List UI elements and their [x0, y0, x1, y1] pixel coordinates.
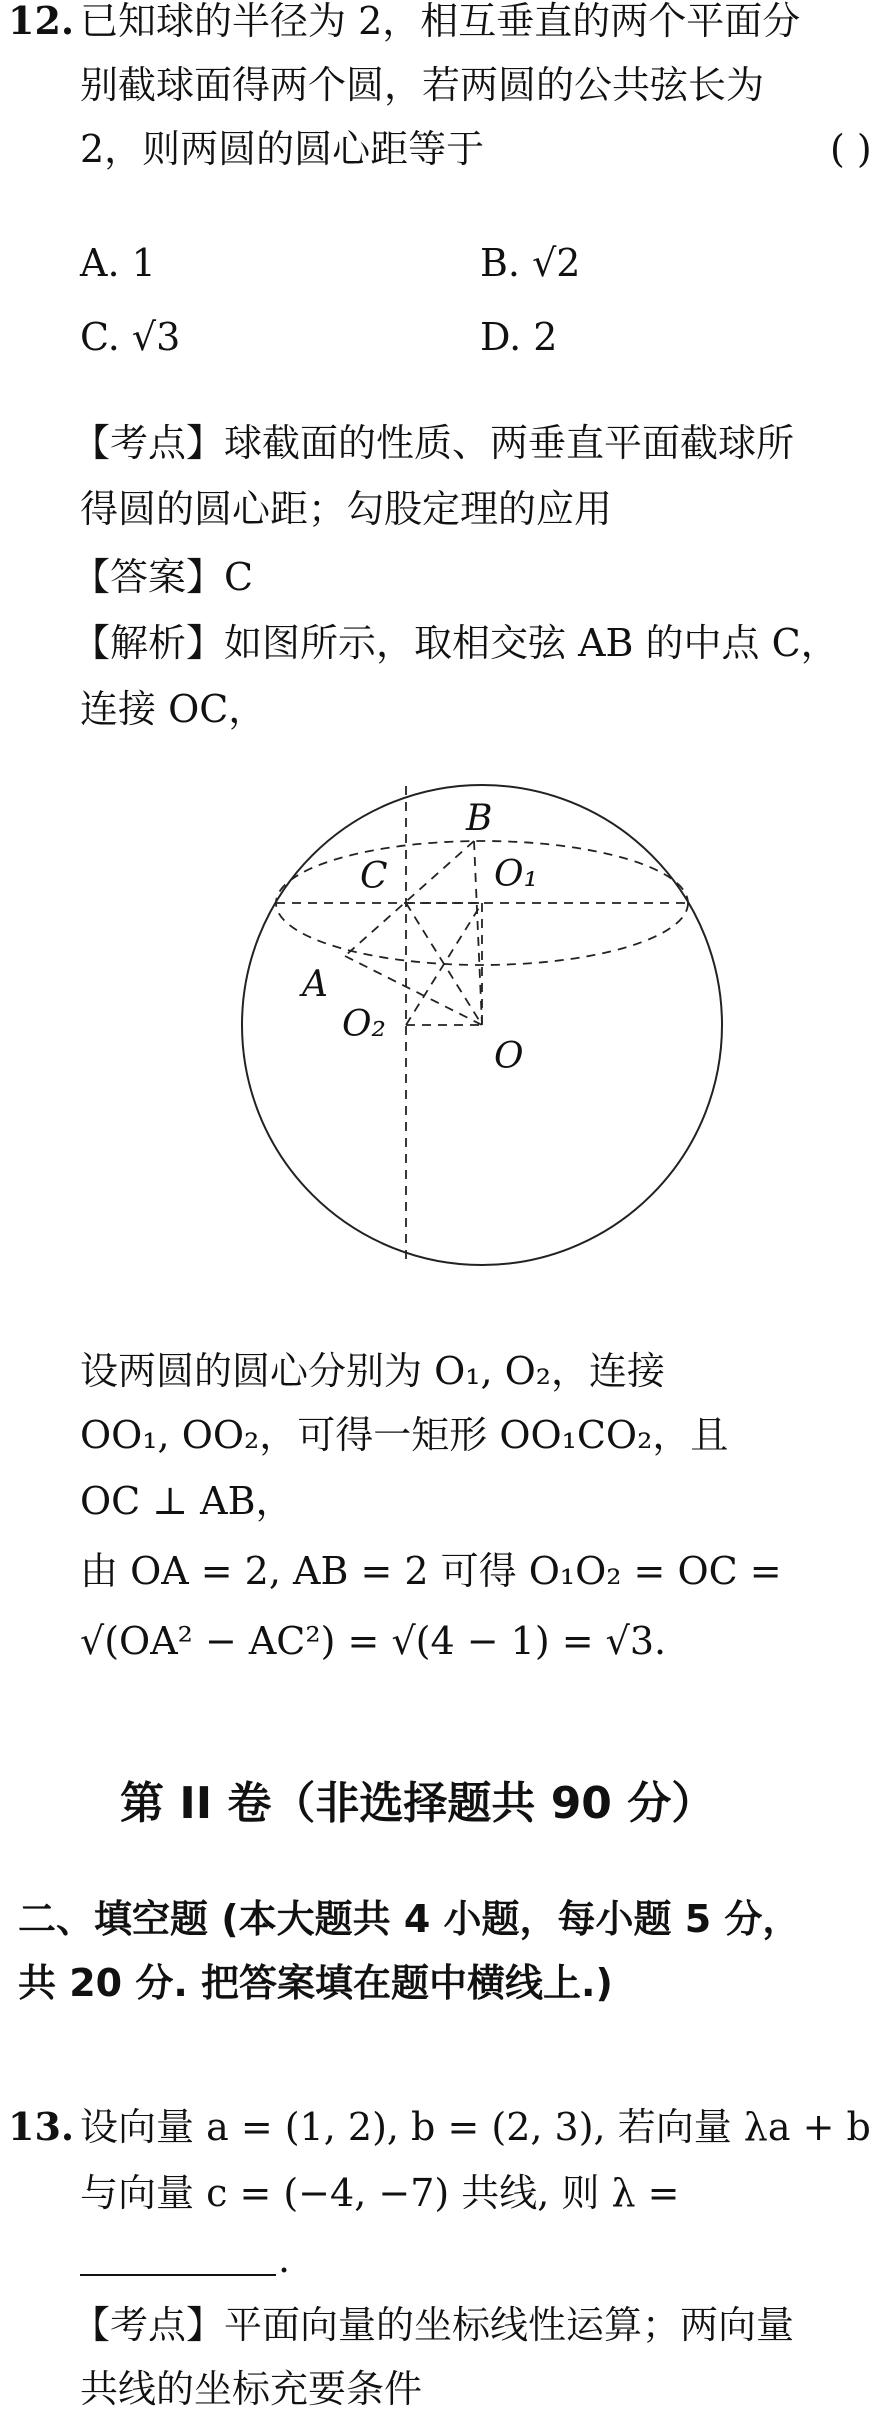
q13-stem-line-2: 与向量 c = (−4, −7) 共线, 则 λ =	[80, 2171, 680, 2215]
q12-solution-line-4: 由 OA = 2, AB = 2 可得 O₁O₂ = OC =	[80, 1549, 782, 1593]
label-A: A	[302, 964, 328, 1005]
q13-blank-period: .	[278, 2237, 291, 2281]
segment-BO	[474, 841, 482, 1025]
label-C: C	[360, 856, 388, 897]
q12-option-c: C. √3	[80, 315, 181, 359]
section-title: 第 II 卷（非选择题共 90 分）	[120, 1778, 716, 1829]
part-two-heading-line-2: 共 20 分. 把答案填在题中横线上.)	[18, 1961, 613, 2005]
q12-stem-line-3: 2，则两圆的圆心距等于	[80, 127, 485, 171]
q12-solution-line-2: OO₁, OO₂，可得一矩形 OO₁CO₂，且	[80, 1413, 729, 1457]
label-B: B	[466, 798, 493, 839]
q13-stem-line-1: 设向量 a = (1, 2), b = (2, 3), 若向量 λa + b	[80, 2105, 871, 2149]
q12-option-d: D. 2	[480, 315, 558, 359]
q12-stem-line-2: 别截球面得两个圆，若两圆的公共弦长为	[80, 63, 765, 107]
q12-kaodian-line-2: 得圆的圆心距；勾股定理的应用	[80, 487, 613, 531]
q12-number: 12.	[8, 0, 75, 43]
q13-number: 13.	[8, 2104, 75, 2149]
q12-stem-line-1: 已知球的半径为 2，相互垂直的两个平面分	[80, 0, 801, 43]
part-two-heading-line-1: 二、填空题 (本大题共 4 小题，每小题 5 分，	[18, 1897, 801, 1941]
q12-solution-line-1: 设两圆的圆心分别为 O₁, O₂，连接	[80, 1349, 666, 1393]
q12-option-a: A. 1	[80, 241, 156, 285]
label-O: O	[494, 1036, 524, 1077]
q13-kaodian-line-2: 共线的坐标充要条件	[80, 2367, 423, 2411]
q13-answer-blank[interactable]	[80, 2274, 276, 2276]
q12-kaodian-line-1: 【考点】球截面的性质、两垂直平面截球所	[72, 421, 795, 465]
label-O2: O₂	[342, 1004, 386, 1045]
q12-jiexi-line-2: 连接 OC，	[80, 687, 267, 731]
q12-solution-line-3: OC ⊥ AB，	[80, 1479, 294, 1523]
q12-solution-line-5: √(OA² − AC²) = √(4 − 1) = √3.	[80, 1619, 667, 1663]
q12-jiexi-line-1: 【解析】如图所示，取相交弦 AB 的中点 C，	[72, 621, 839, 665]
label-O1: O₁	[494, 854, 538, 895]
q12-answer-paren: ( )	[830, 127, 872, 171]
q12-answer: 【答案】C	[72, 555, 254, 599]
q13-kaodian-line-1: 【考点】平面向量的坐标线性运算；两向量	[72, 2303, 795, 2347]
q12-option-b: B. √2	[480, 241, 581, 285]
